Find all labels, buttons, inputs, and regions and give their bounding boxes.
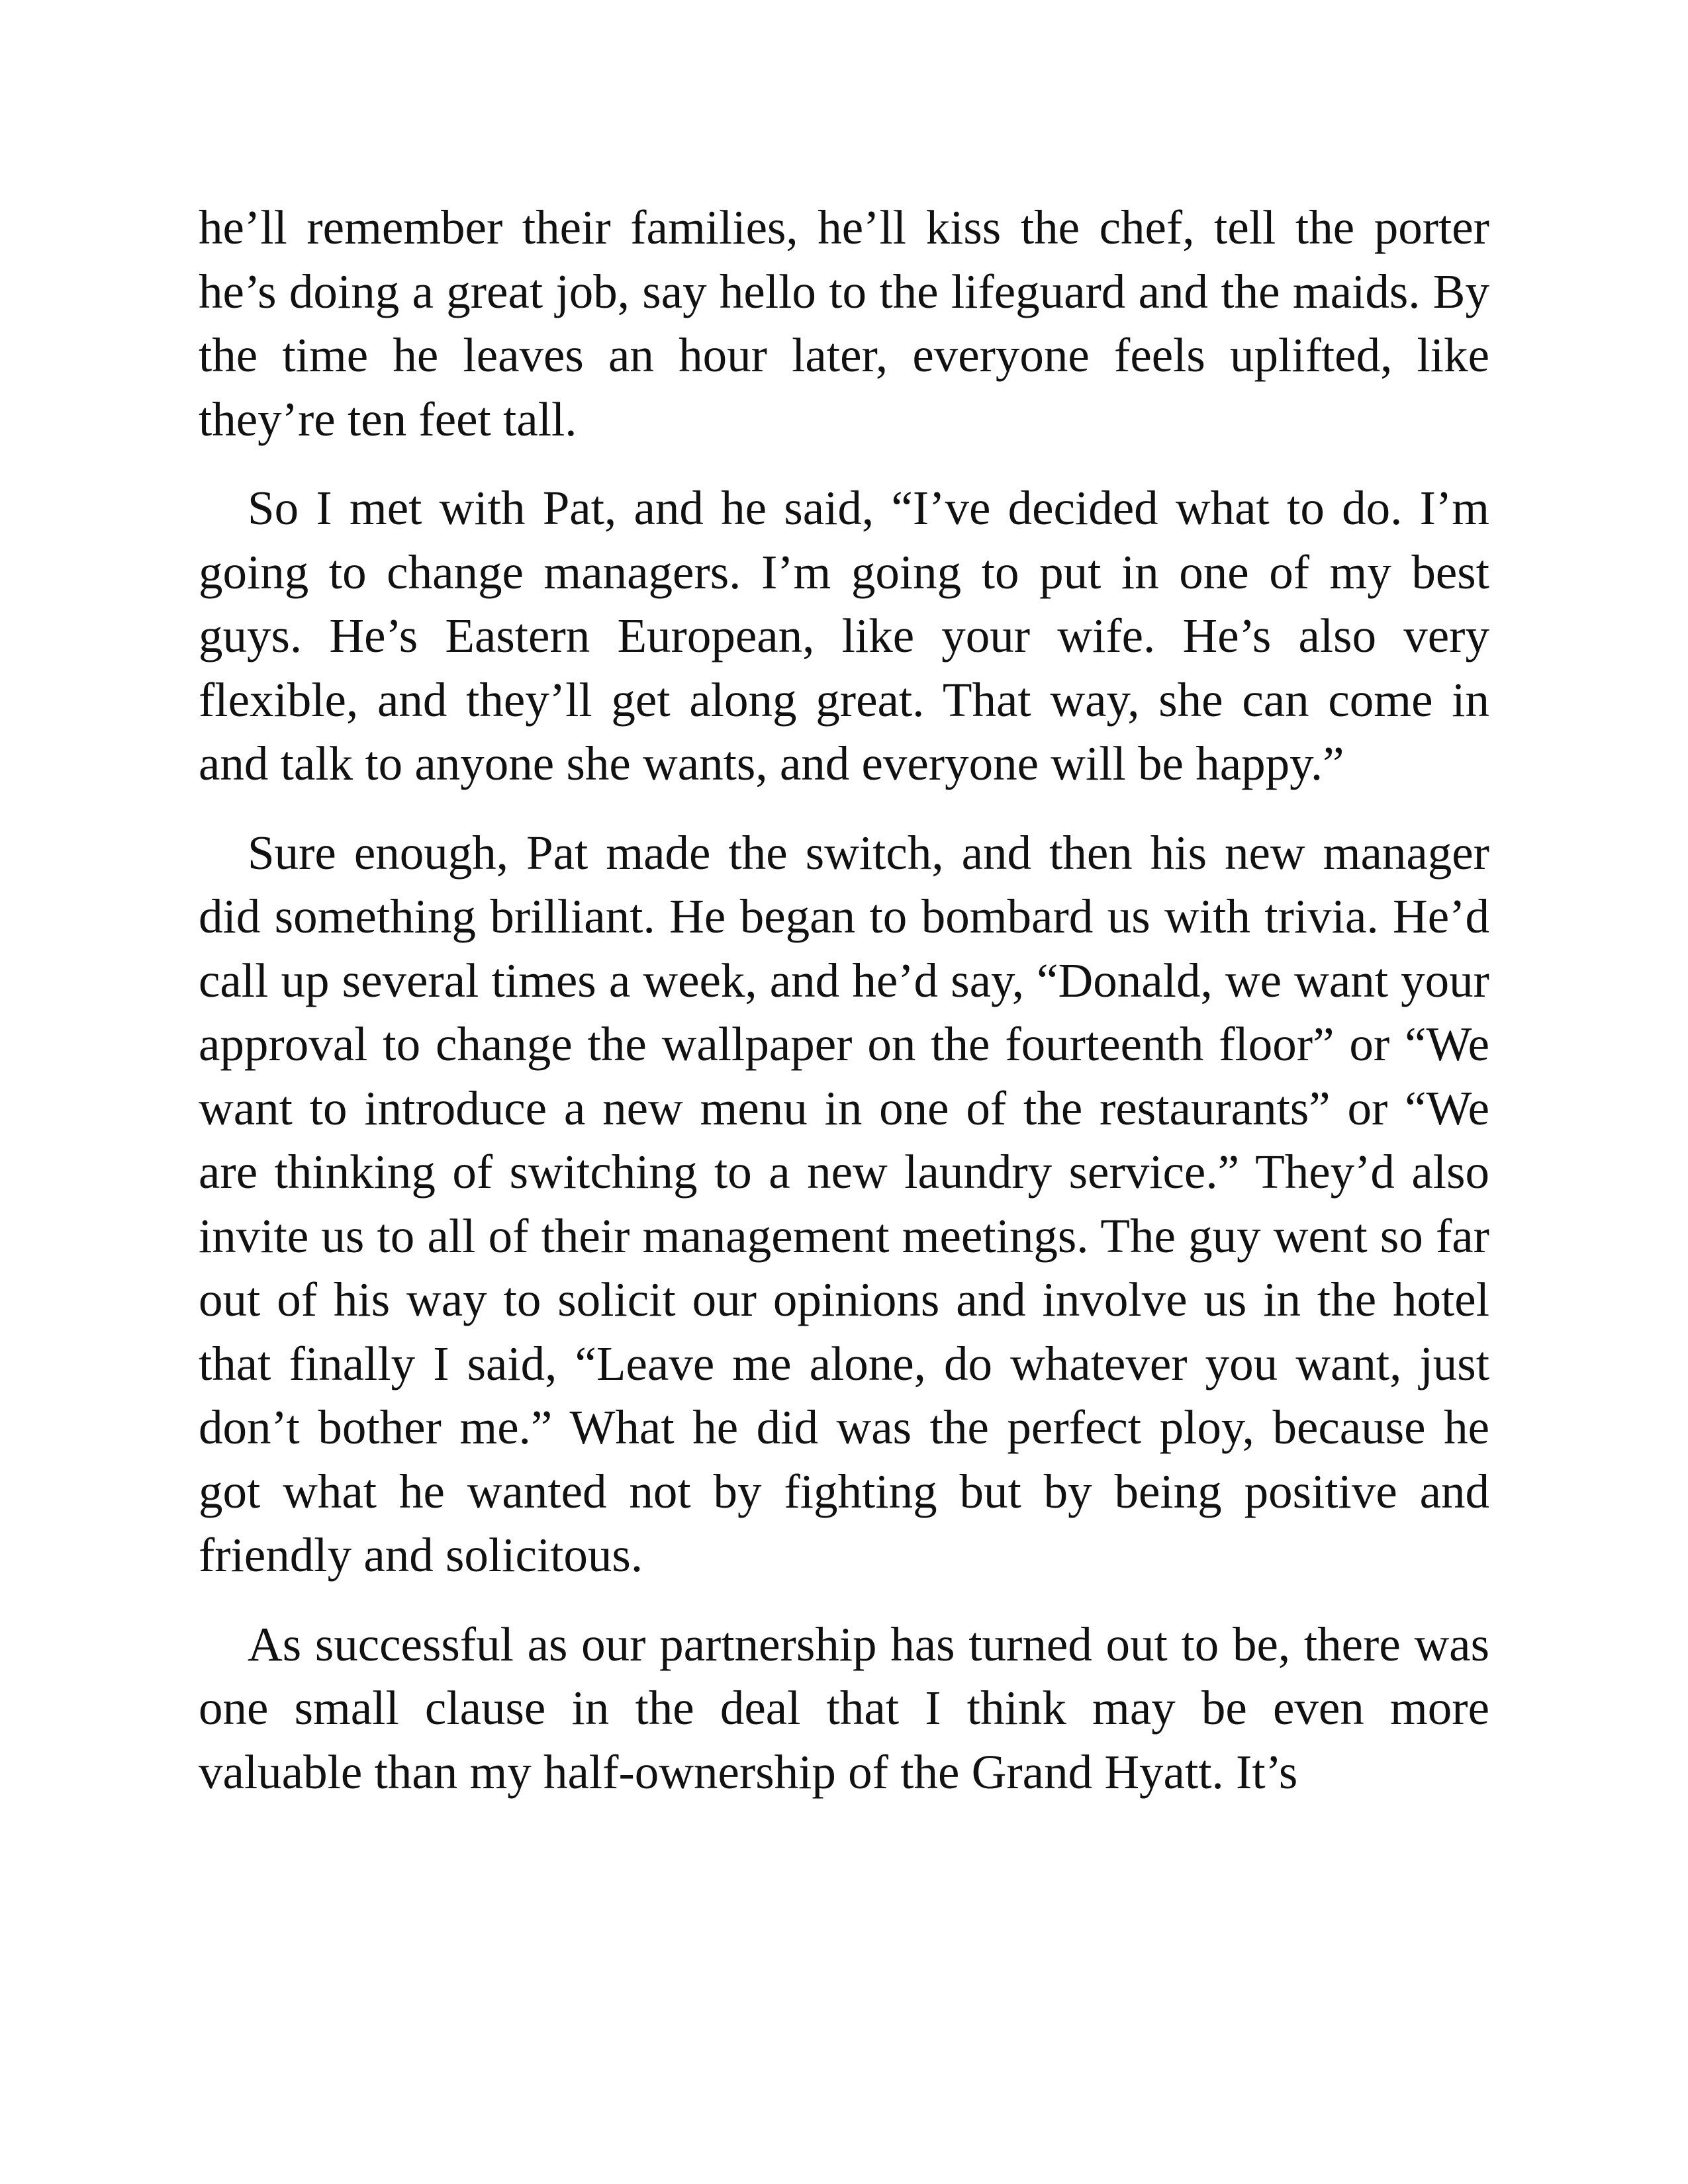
page-body: [199, 196, 1489, 1829]
paragraph-continued: he’ll remember their families, he’ll kiss the chef, tell the porter he’s doing a great job, say hello to the lifeguard and the maids. By the time he leaves an hour later, everyone feels uplifted, like they’re ten feet tall.: [199, 201, 1489, 446]
paragraph-partnership-clause: As successful as our partnership has turned out to be, there was one small clause in the deal that I think may be even more valuable than my half-ownership of the Grand Hyatt. It’s: [199, 1617, 1489, 1799]
paragraph-new-manager: Sure enough, Pat made the switch, and then his new manager did something brilliant. He began to bombard us with trivia. He’d call up several times a week, and he’d say, “Donald, we want your approval to change the wallpaper on the fourteenth floor” or “We want to introduce a new menu in one of the restaurants” or “We are thinking of switching to a new laundry service.” They’d also invite us to all of their management meetings. The guy went so far out of his way to solicit our opinions and involve us in the hotel that finally I said, “Leave me alone, do whatever you want, just don’t bother me.” What he did was the perfect ploy, because he got what he wanted not by fighting but by being positive and friendly and solicitous.: [199, 825, 1489, 1582]
paragraph-pat-meeting: So I met with Pat, and he said, “I’ve decided what to do. I’m going to change managers. I’m going to put in one of my best guys. He’s Eastern European, like your wife. He’s also very flexible, and they’ll get along great. That way, she can come in and talk to anyone she wants, and everyone will be happy.”: [199, 481, 1489, 790]
